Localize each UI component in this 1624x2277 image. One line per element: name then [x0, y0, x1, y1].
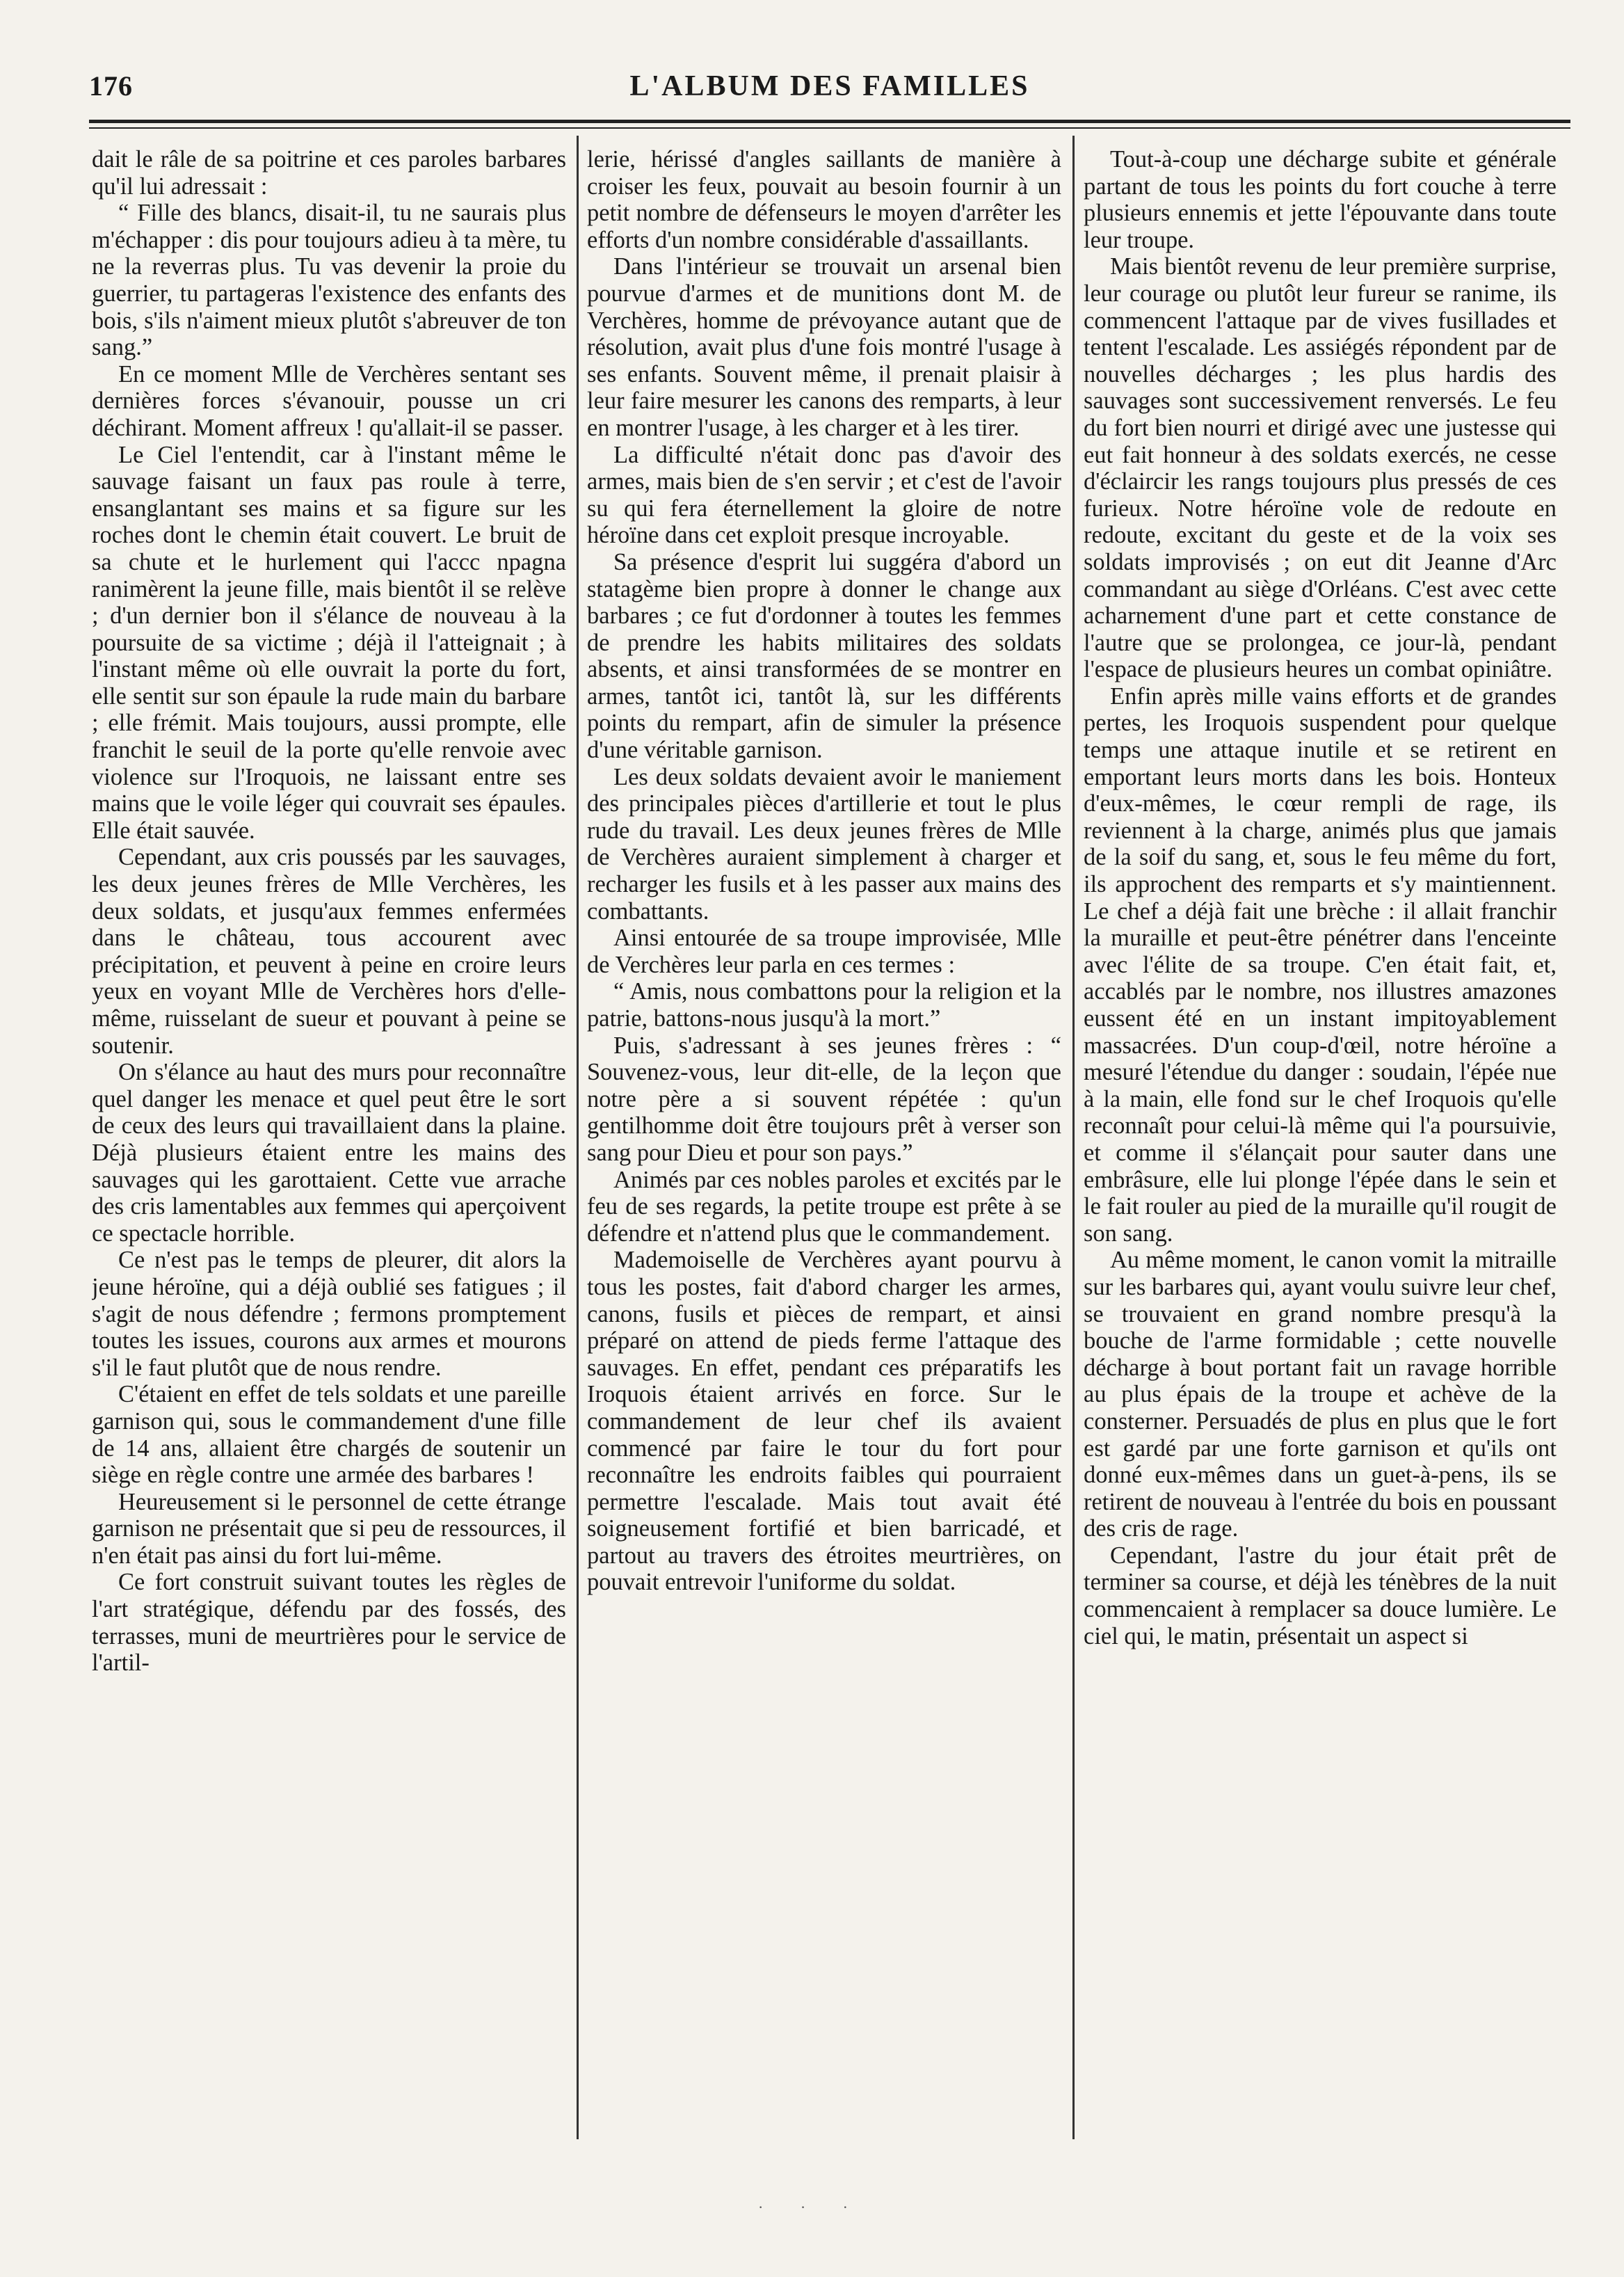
header-rule-thick — [89, 120, 1570, 123]
journal-title: L'ALBUM DES FAMILLES — [629, 70, 1030, 102]
header-rule-thin — [89, 127, 1570, 129]
paragraph: Cependant, aux cris poussés par les sauvages, les deux jeunes frères de Mlle Verchères, les deux soldats, et jusqu'aux femmes enfermées dans le château, tous accourent avec précipitation, et peuvent à peine en croire leurs yeux en voyant Mlle de Verchères hors d'elle-même, ruisselant de sueur et pouvant à peine se soutenir. — [92, 844, 566, 1059]
paragraph: Tout-à-coup une décharge subite et générale partant de tous les points du fort couche à terre plusieurs ennemis et jette l'épouvante dans toute leur troupe. — [1084, 146, 1557, 253]
paragraph: Les deux soldats devaient avoir le maniement des principales pièces d'artillerie et tout le plus rude du travail. Les deux jeunes frères de Mlle de Verchères auraient simplement à charger et recharger les fusils et à les passer aux mains des combattants. — [587, 763, 1061, 925]
paragraph: “ Amis, nous combattons pour la religion et la patrie, battons-nous jusqu'à la mort.” — [587, 978, 1061, 1032]
paragraph: lerie, hérissé d'angles saillants de manière à croiser les feux, pouvait au besoin fournir à un petit nombre de défenseurs le moyen d'arrêter les efforts d'un nombre considérable d'assaillants. — [587, 146, 1061, 253]
paragraph: On s'élance au haut des murs pour reconnaître quel danger les menace et quel peut être le sort de ceux des leurs qui travaillaient dans la plaine. Déjà plusieurs étaient entre les mains des sauvages qui les garottaient. Cette vue arrache des cris lamentables aux femmes qui aperçoivent ce spectacle horrible. — [92, 1059, 566, 1247]
paragraph: Animés par ces nobles paroles et excités par le feu de ses regards, la petite troupe est prête à se défendre et n'attend plus que le commandement. — [587, 1166, 1061, 1247]
paragraph: Puis, s'adressant à ses jeunes frères : “ Souvenez-vous, leur dit-elle, de la leçon que notre père a si souvent répétée : qu'un gentilhomme doit être toujours prêt à verser son sang pour Dieu et pour son pays.” — [587, 1032, 1061, 1166]
paragraph: Dans l'intérieur se trouvait un arsenal bien pourvue d'armes et de munitions dont M. de Verchères, homme de prévoyance autant que de résolution, avait plus d'une fois montré l'usage à ses enfants. Souvent même, il prenait plaisir à leur faire mesurer les canons des remparts, à leur en montrer l'usage, à les charger et à les tirer. — [587, 253, 1061, 441]
paragraph: Cependant, l'astre du jour était prêt de terminer sa course, et déjà les ténèbres de la nuit commencaient à remplacer sa douce lumière. Le ciel qui, le matin, présentait un aspect si — [1084, 1542, 1557, 1649]
column-divider-1 — [577, 136, 579, 2139]
paragraph: Au même moment, le canon vomit la mitraille sur les barbares qui, ayant voulu suivre leur chef, se trouvaient en grand nombre presqu'à la bouche de l'arme formidable ; cette nouvelle décharge à bout portant fait un ravage horrible au plus épais de la troupe et achève de la consterner. Persuadés de plus en plus que le fort est gardé par une forte garnison et qu'ils ont donné eux-mêmes dans un guet-à-pens, ils se retirent de nouveau à l'entrée du bois en poussant des cris de rage. — [1084, 1247, 1557, 1542]
paragraph: dait le râle de sa poitrine et ces paroles barbares qu'il lui adressait : — [92, 146, 566, 200]
paragraph: Mais bientôt revenu de leur première surprise, leur courage ou plutôt leur fureur se ranime, ils commencent l'attaque par de vives fusillades et tentent l'escalade. Les assiégés répondent par de nouvelles décharges ; les plus hardis des sauvages sont successivement renversés. Le feu du fort bien nourri et dirigé avec une justesse qui eut fait honneur à des soldats exercés, ne cesse d'éclaircir les rangs toujours plus pressés de ces furieux. Notre héroïne vole de redoute en redoute, excitant du geste et de la voix ses soldats improvisés ; on eut dit Jeanne d'Arc commandant au siège d'Orléans. C'est avec cette acharnement d'une part et cette constance de l'autre que se prolongea, ce jour-là, pendant l'espace de plusieurs heures un combat opiniâtre. — [1084, 253, 1557, 683]
paragraph: Enfin après mille vains efforts et de grandes pertes, les Iroquois suspendent pour quelque temps une attaque inutile et se retirent en emportant leurs morts dans les bois. Honteux d'eux-mêmes, le cœur rempli de rage, ils reviennent à la charge, animés plus que jamais de la soif du sang, et, sous le feu même du fort, ils approchent des remparts et s'y maintiennent. Le chef a déjà fait une brèche : il allait franchir la muraille et peut-être pénétrer dans l'enceinte avec l'élite de sa troupe. C'en était fait, et, accablés par le nombre, nos illustres amazones eussent été en un instant impitoyablement massacrées. D'un coup-d'œil, notre héroïne a mesuré l'étendue du danger : soudain, l'épée nue à la main, elle fond sur le chef Iroquois qu'elle reconnaît pour celui-là même qui l'a poursuivie, et comme il s'élançait pour sauter dans une embrâsure, elle lui plonge l'épée dans le sein et le fait rouler au pied de la muraille qu'il rougit de son sang. — [1084, 682, 1557, 1247]
paragraph: Le Ciel l'entendit, car à l'instant même le sauvage faisant un faux pas roule à terre, ensanglantant ses mains et sa figure sur les roches dont le chemin était couvert. Le bruit de sa chute et le hurlement qui l'accc npagna ranimèrent la jeune fille, mais bientôt il se relève ; d'un dernier bon il s'élance de nouveau à la poursuite de sa victime ; déjà il l'atteignait ; à l'instant même où elle ouvrait la porte du fort, elle sentit sur son épaule la rude main du barbare ; elle frémit. Mais toujours, aussi prompte, elle franchit le seuil de la porte qu'elle renvoie avec violence sur l'Iroquois, ne laissant entre ses mains que le voile léger qui couvrait ses épaules. Elle était sauvée. — [92, 441, 566, 844]
column-divider-2 — [1072, 136, 1075, 2139]
print-specks: · · · — [758, 2198, 865, 2216]
paragraph: Mademoiselle de Verchères ayant pourvu à tous les postes, fait d'abord charger les armes, canons, fusils et pièces de rempart, et ainsi préparé on attend de pieds ferme l'attaque des sauvages. En effet, pendant ces préparatifs les Iroquois étaient arrivés en force. Sur le commandement de leur chef ils avaient commencé par faire le tour du fort pour reconnaître les endroits faibles qui pourraient permettre l'escalade. Mais tout avait été soigneusement fortifié et bien barricadé, et partout au travers des étroites meurtrières, on pouvait entrevoir l'uniforme du soldat. — [587, 1247, 1061, 1596]
paragraph: Ce fort construit suivant toutes les règles de l'art stratégique, défendu par des fossés, des terrasses, muni de meurtrières pour le service de l'artil- — [92, 1569, 566, 1677]
text-column-3 — [1084, 146, 1557, 2129]
page-number: 176 — [89, 70, 133, 102]
paragraph: C'étaient en effet de tels soldats et une pareille garnison qui, sous le commandement d'une fille de 14 ans, allaient être chargés de soutenir un siège en règle contre une armée des barbares ! — [92, 1381, 566, 1489]
paragraph: Ainsi entourée de sa troupe improvisée, Mlle de Verchères leur parla en ces termes : — [587, 925, 1061, 978]
paragraph: Heureusement si le personnel de cette étrange garnison ne présentait que si peu de ressources, il n'en était pas ainsi du fort lui-même. — [92, 1488, 566, 1569]
paragraph: “ Fille des blancs, disait-il, tu ne saurais plus m'échapper : dis pour toujours adieu à ta mère, tu ne la reverras plus. Tu vas devenir la proie du guerrier, tu partageras l'existence des enfants des bois, s'ils n'aiment mieux plutôt s'abreuver de ton sang.” — [92, 200, 566, 361]
paragraph: Sa présence d'esprit lui suggéra d'abord un statagème bien propre à donner le change aux barbares ; ce fut d'ordonner à toutes les femmes de prendre les habits militaires des soldats absents, et ainsi transformées de se montrer en armes, tantôt ici, tantôt là, sur les différents points du rempart, afin de simuler la présence d'une véritable garnison. — [587, 548, 1061, 764]
text-column-2 — [587, 146, 1061, 2129]
page-header — [89, 67, 1570, 109]
paragraph: Ce n'est pas le temps de pleurer, dit alors la jeune héroïne, qui a déjà oublié ses fatigues ; il s'agit de nous défendre ; fermons promptement toutes les issues, courons aux armes et mourons s'il le faut plutôt que de nous rendre. — [92, 1247, 566, 1381]
text-column-1 — [92, 146, 566, 2129]
paragraph: En ce moment Mlle de Verchères sentant ses dernières forces s'évanouir, pousse un cri déchirant. Moment affreux ! qu'allait-il se passer. — [92, 360, 566, 441]
paragraph: La difficulté n'était donc pas d'avoir des armes, mais bien de s'en servir ; et c'est de l'avoir su qui fera éternellement la gloire de notre héroïne dans cet exploit presque incroyable. — [587, 441, 1061, 549]
